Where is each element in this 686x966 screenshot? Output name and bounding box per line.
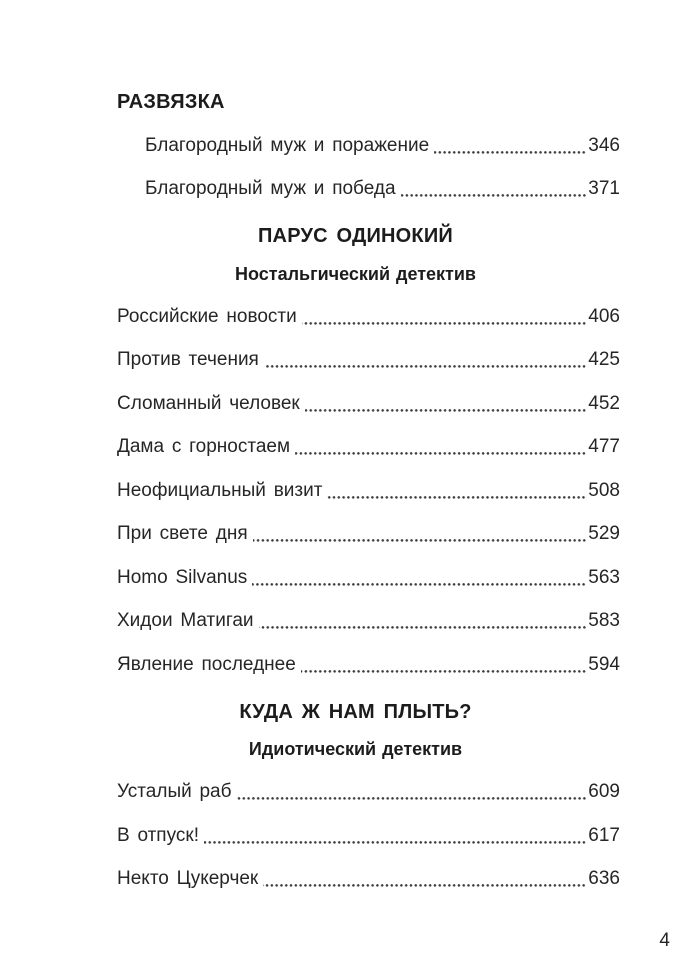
page-number: 4 xyxy=(659,930,670,951)
toc-entry[interactable] xyxy=(117,179,620,199)
toc-entry-title: Усталый раб xyxy=(117,781,232,803)
toc-entry-page-number: 609 xyxy=(588,781,620,803)
toc-entry[interactable] xyxy=(117,782,620,802)
toc-entry-page-number: 346 xyxy=(588,134,620,156)
toc-entry[interactable] xyxy=(117,568,620,588)
toc-entry-page-number: 406 xyxy=(588,305,620,327)
toc-section xyxy=(117,225,620,675)
toc-entry-page-number: 452 xyxy=(588,392,620,414)
toc-entry-page-number: 508 xyxy=(588,479,620,501)
toc-entry-title: Благородный муж и поражение xyxy=(145,134,430,156)
dot-leader xyxy=(250,568,588,588)
dot-leader xyxy=(261,869,588,889)
toc-entry[interactable] xyxy=(117,826,620,846)
dot-leader xyxy=(299,655,589,675)
dot-leader xyxy=(399,179,589,199)
toc-entry[interactable] xyxy=(117,350,620,370)
toc-entry-page-number: 583 xyxy=(588,610,620,632)
dot-leader xyxy=(257,611,589,631)
toc-entry[interactable] xyxy=(117,136,620,156)
section-heading: ПАРУС ОДИНОКИЙ xyxy=(257,225,453,248)
toc-entry-title: В отпуск! xyxy=(117,824,199,846)
toc-entry-title: Некто Цукерчек xyxy=(117,868,259,890)
dot-leader xyxy=(251,524,589,544)
toc-entry[interactable] xyxy=(117,481,620,501)
toc-section xyxy=(117,91,620,200)
toc-entry-page-number: 425 xyxy=(588,349,620,371)
toc-entry-title: Благородный муж и победа xyxy=(145,178,396,200)
toc-entry-page-number: 529 xyxy=(588,523,620,545)
toc-entry-page-number: 371 xyxy=(588,178,620,200)
toc-entry-title: Неофициальный визит xyxy=(117,479,323,501)
section-entries xyxy=(117,307,620,675)
dot-leader xyxy=(262,350,588,370)
section-entries xyxy=(117,782,620,889)
section-heading: РАЗВЯЗКА xyxy=(117,90,225,113)
dot-leader xyxy=(202,826,588,846)
toc-entry-title: Против течения xyxy=(117,349,259,371)
toc-entry[interactable] xyxy=(117,307,620,327)
toc-entry-page-number: 594 xyxy=(588,653,620,675)
dot-leader xyxy=(235,782,589,802)
toc-entry-page-number: 617 xyxy=(588,824,620,846)
dot-leader xyxy=(300,307,589,327)
toc-entry[interactable] xyxy=(117,611,620,631)
toc-entry-page-number: 477 xyxy=(588,436,620,458)
toc-entry-title: Сломанный человек xyxy=(117,392,300,414)
toc-entry-page-number: 563 xyxy=(588,566,620,588)
toc-entry-title: Дама с горностаем xyxy=(117,436,291,458)
section-subtitle: Ностальгический детектив xyxy=(234,263,476,284)
dot-leader xyxy=(293,437,588,457)
toc-entry-title: При свете дня xyxy=(117,523,248,545)
toc-entry-title: Явление последнее xyxy=(117,653,296,675)
toc-entry-title: Хидои Матигаи xyxy=(117,610,254,632)
toc-entry-title: Homo Silvanus xyxy=(117,566,248,588)
toc-entry-title: Российские новости xyxy=(117,305,297,327)
dot-leader xyxy=(303,394,589,414)
toc-entry[interactable] xyxy=(117,524,620,544)
toc xyxy=(117,74,620,913)
dot-leader xyxy=(325,481,588,501)
toc-section xyxy=(117,701,620,890)
section-heading: КУДА Ж НАМ ПЛЫТЬ? xyxy=(239,700,472,723)
dot-leader xyxy=(432,136,588,156)
toc-entry-page-number: 636 xyxy=(588,868,620,890)
section-entries xyxy=(117,136,620,200)
toc-entry[interactable] xyxy=(117,394,620,414)
toc-entry[interactable] xyxy=(117,437,620,457)
section-subtitle: Идиотический детектив xyxy=(248,739,463,760)
toc-entry[interactable] xyxy=(117,869,620,889)
toc-entry[interactable] xyxy=(117,655,620,675)
